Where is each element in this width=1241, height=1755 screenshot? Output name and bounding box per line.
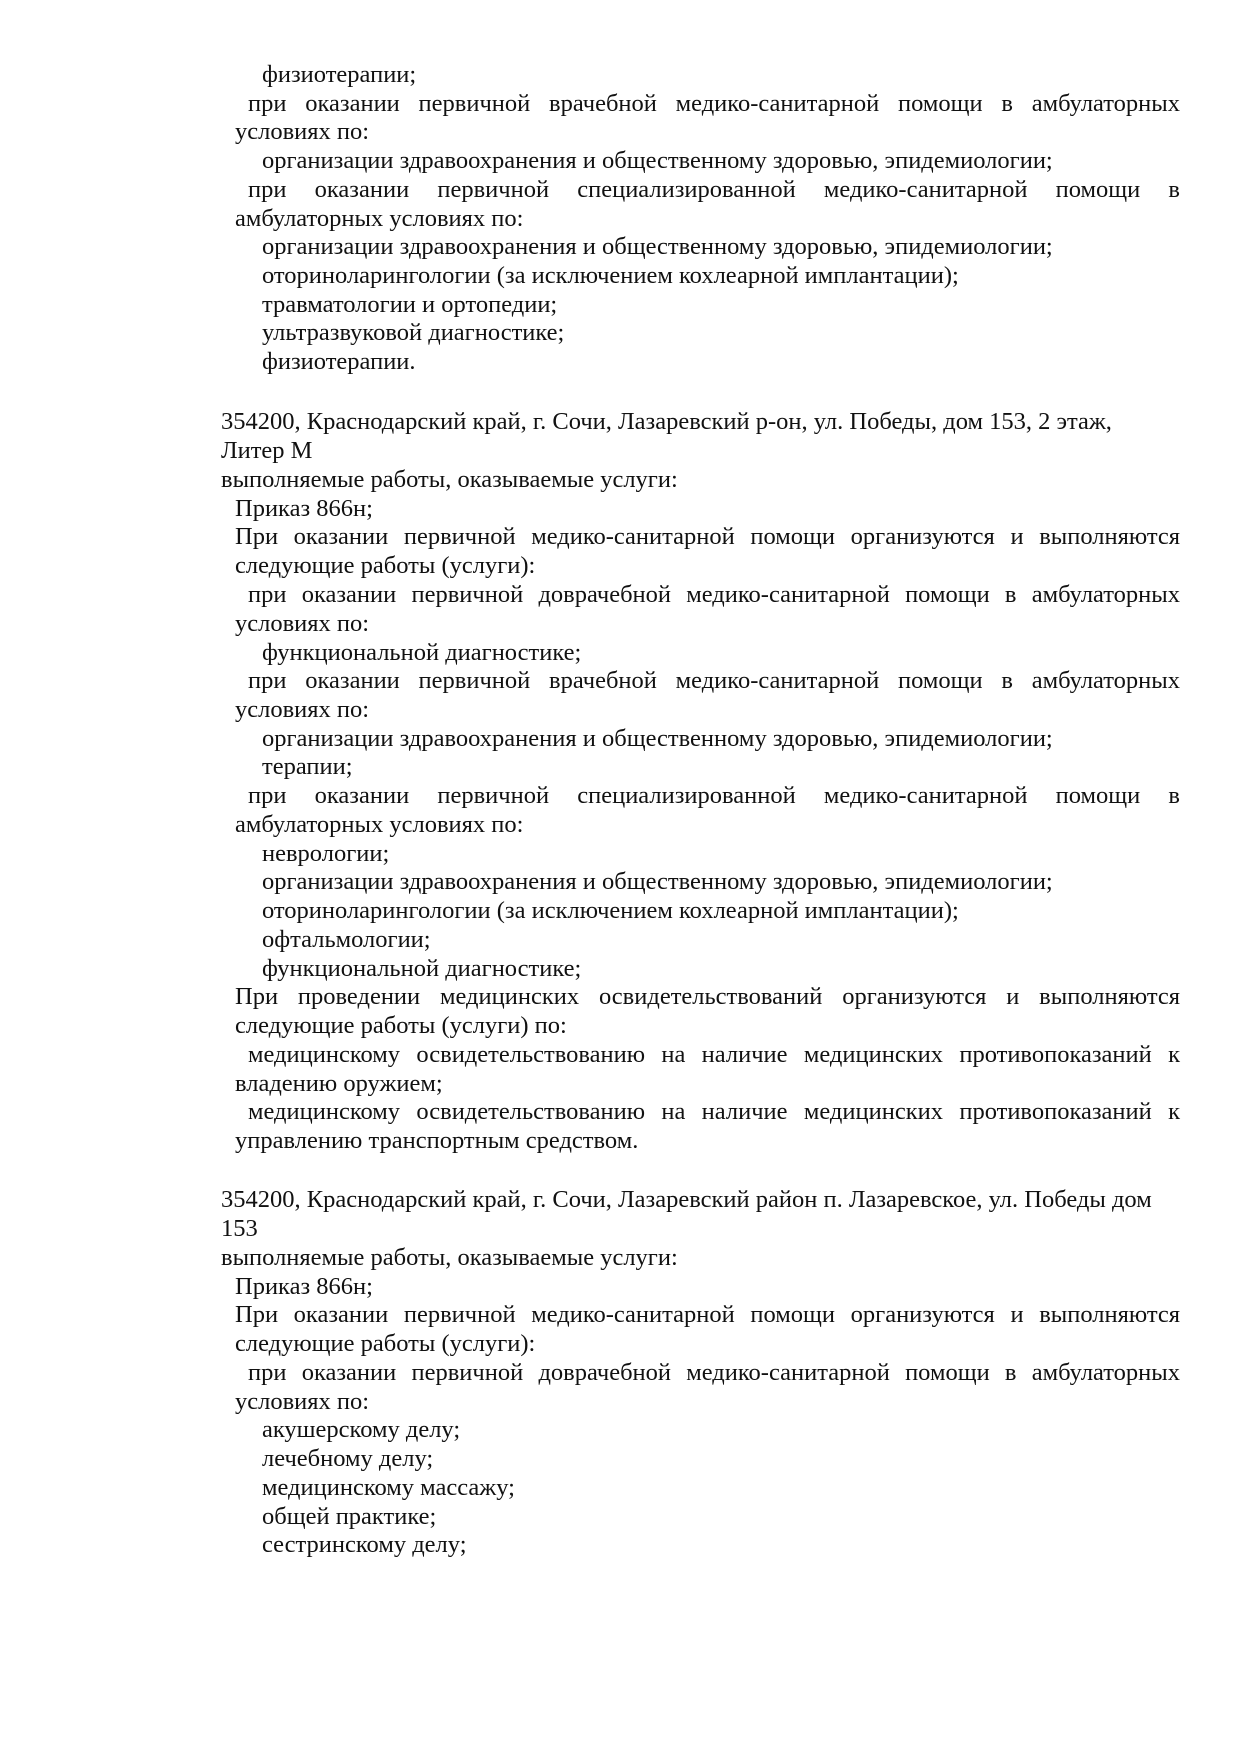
exam-item-vehicle: управлению транспортным средством.: [235, 1127, 639, 1154]
service-item: организации здравоохранения и общественному здоровью, эпидемиологии;: [262, 233, 1053, 260]
service-item: терапии;: [262, 753, 353, 780]
section-heading-spec: при оказании первичной специализированной медико-санитарной помощи в: [248, 176, 1180, 203]
works-label: выполняемые работы, оказываемые услуги:: [221, 1244, 678, 1271]
service-item: оториноларингологии (за исключением кохлеарной имплантации);: [262, 262, 959, 289]
service-item: сестринскому делу;: [262, 1531, 467, 1558]
service-item: общей практике;: [262, 1503, 437, 1530]
intro-paragraph: При оказании первичной медико-санитарной помощи организуются и выполняются: [235, 523, 1180, 550]
section-heading-cont: условиях по:: [235, 118, 370, 145]
section-heading-vrach: при оказании первичной врачебной медико-санитарной помощи в амбулаторных: [248, 667, 1180, 694]
service-item: медицинскому массажу;: [262, 1474, 515, 1501]
section-heading-cont: условиях по:: [235, 696, 370, 723]
service-item: организации здравоохранения и общественному здоровью, эпидемиологии;: [262, 868, 1053, 895]
section-heading-spec: при оказании первичной специализированной медико-санитарной помощи в: [248, 782, 1180, 809]
section-heading-vrach: при оказании первичной врачебной медико-санитарной помощи в амбулаторных: [248, 90, 1180, 117]
service-item: неврологии;: [262, 840, 390, 867]
address: 354200, Краснодарский край, г. Сочи, Лазаревский район п. Лазаревское, ул. Победы дом: [221, 1186, 1152, 1213]
service-item: функциональной диагностике;: [262, 955, 582, 982]
order-reference: Приказ 866н;: [235, 1273, 373, 1300]
service-item: физиотерапии;: [262, 61, 417, 88]
section-heading-cont: амбулаторных условиях по:: [235, 811, 524, 838]
exam-item-weapon: медицинскому освидетельствованию на наличие медицинских противопоказаний к: [248, 1041, 1180, 1068]
service-item: лечебному делу;: [262, 1445, 434, 1472]
address: Литер М: [221, 437, 313, 464]
service-item: организации здравоохранения и общественному здоровью, эпидемиологии;: [262, 147, 1053, 174]
exam-paragraph: При проведении медицинских освидетельствований организуются и выполняются: [235, 983, 1180, 1010]
service-item: оториноларингологии (за исключением кохлеарной имплантации);: [262, 897, 959, 924]
service-item: функциональной диагностике;: [262, 639, 582, 666]
section-heading-dovrach: при оказании первичной доврачебной медико-санитарной помощи в амбулаторных: [248, 1359, 1180, 1386]
intro-paragraph: следующие работы (услуги):: [235, 552, 536, 579]
exam-item-vehicle: медицинскому освидетельствованию на наличие медицинских противопоказаний к: [248, 1098, 1180, 1125]
intro-paragraph: При оказании первичной медико-санитарной помощи организуются и выполняются: [235, 1301, 1180, 1328]
section-heading-dovrach: при оказании первичной доврачебной медико-санитарной помощи в амбулаторных: [248, 581, 1180, 608]
exam-item-weapon: владению оружием;: [235, 1070, 443, 1097]
section-heading-cont: амбулаторных условиях по:: [235, 205, 524, 232]
address: 153: [221, 1215, 258, 1242]
service-item: травматологии и ортопедии;: [262, 291, 558, 318]
exam-paragraph: следующие работы (услуги) по:: [235, 1012, 567, 1039]
address: 354200, Краснодарский край, г. Сочи, Лазаревский р-он, ул. Победы, дом 153, 2 этаж,: [221, 408, 1112, 435]
service-item: организации здравоохранения и общественному здоровью, эпидемиологии;: [262, 725, 1053, 752]
works-label: выполняемые работы, оказываемые услуги:: [221, 466, 678, 493]
section-heading-cont: условиях по:: [235, 1388, 370, 1415]
service-item: ультразвуковой диагностике;: [262, 319, 565, 346]
intro-paragraph: следующие работы (услуги):: [235, 1330, 536, 1357]
service-item: офтальмологии;: [262, 926, 431, 953]
order-reference: Приказ 866н;: [235, 495, 373, 522]
service-item: акушерскому делу;: [262, 1416, 461, 1443]
section-heading-cont: условиях по:: [235, 610, 370, 637]
service-item: физиотерапии.: [262, 348, 416, 375]
